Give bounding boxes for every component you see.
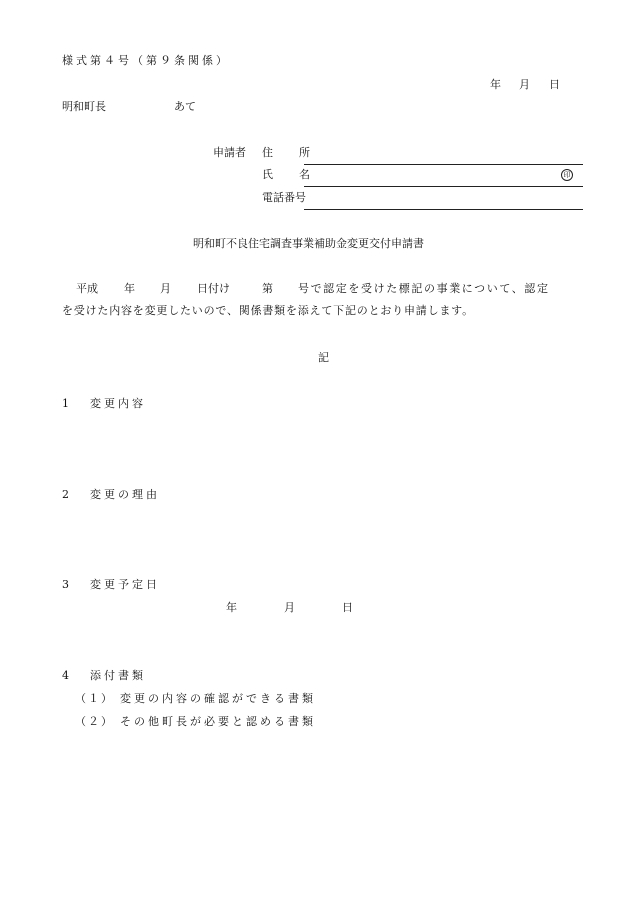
planned-month-label: 月 — [284, 601, 295, 614]
phone-line — [304, 209, 583, 210]
addressee-name: 明和町長 — [62, 100, 106, 113]
body-era: 平成 — [76, 282, 98, 295]
ki-heading: 記 — [318, 351, 329, 364]
body-no-prefix: 第 — [262, 282, 273, 295]
attachment-2-number: （２） — [75, 715, 114, 728]
addressee-suffix: あて — [174, 100, 196, 113]
item-2-label: 変更の理由 — [90, 488, 160, 501]
planned-year-label: 年 — [226, 601, 237, 614]
address-label-1: 住 — [262, 146, 273, 159]
body-line1-rest: 号で認定を受けた標記の事業について、認定 — [298, 282, 550, 295]
item-1-number: 1 — [62, 397, 69, 410]
body-day: 日付け — [197, 282, 230, 295]
phone-label: 電話番号 — [262, 191, 306, 204]
seal-mark: 印 — [561, 169, 573, 181]
item-3-label: 変更予定日 — [90, 578, 160, 591]
attachment-1-number: （１） — [75, 692, 114, 705]
header-day-label: 日 — [549, 78, 560, 91]
planned-day-label: 日 — [342, 601, 353, 614]
item-4-number: 4 — [62, 669, 69, 682]
item-3-number: 3 — [62, 578, 69, 591]
name-label-1: 氏 — [262, 168, 273, 181]
body-year: 年 — [124, 282, 135, 295]
attachment-2-label: その他町長が必要と認める書類 — [120, 715, 316, 728]
document-title: 明和町不良住宅調査事業補助金変更交付申請書 — [193, 237, 424, 250]
header-month-label: 月 — [519, 78, 530, 91]
applicant-label: 申請者 — [213, 146, 246, 159]
name-line — [304, 186, 583, 187]
body-line2: を受けた内容を変更したいので、関係書類を添えて下記のとおり申請します。 — [62, 304, 474, 317]
address-line — [304, 164, 583, 165]
address-label-2: 所 — [299, 146, 310, 159]
item-1-label: 変更内容 — [90, 397, 146, 410]
form-number: 様式第４号（第９条関係） — [62, 54, 230, 67]
item-2-number: 2 — [62, 488, 69, 501]
item-4-label: 添付書類 — [90, 669, 146, 682]
name-label-2: 名 — [299, 168, 310, 181]
body-month: 月 — [160, 282, 171, 295]
header-year-label: 年 — [490, 78, 501, 91]
attachment-1-label: 変更の内容の確認ができる書類 — [120, 692, 316, 705]
